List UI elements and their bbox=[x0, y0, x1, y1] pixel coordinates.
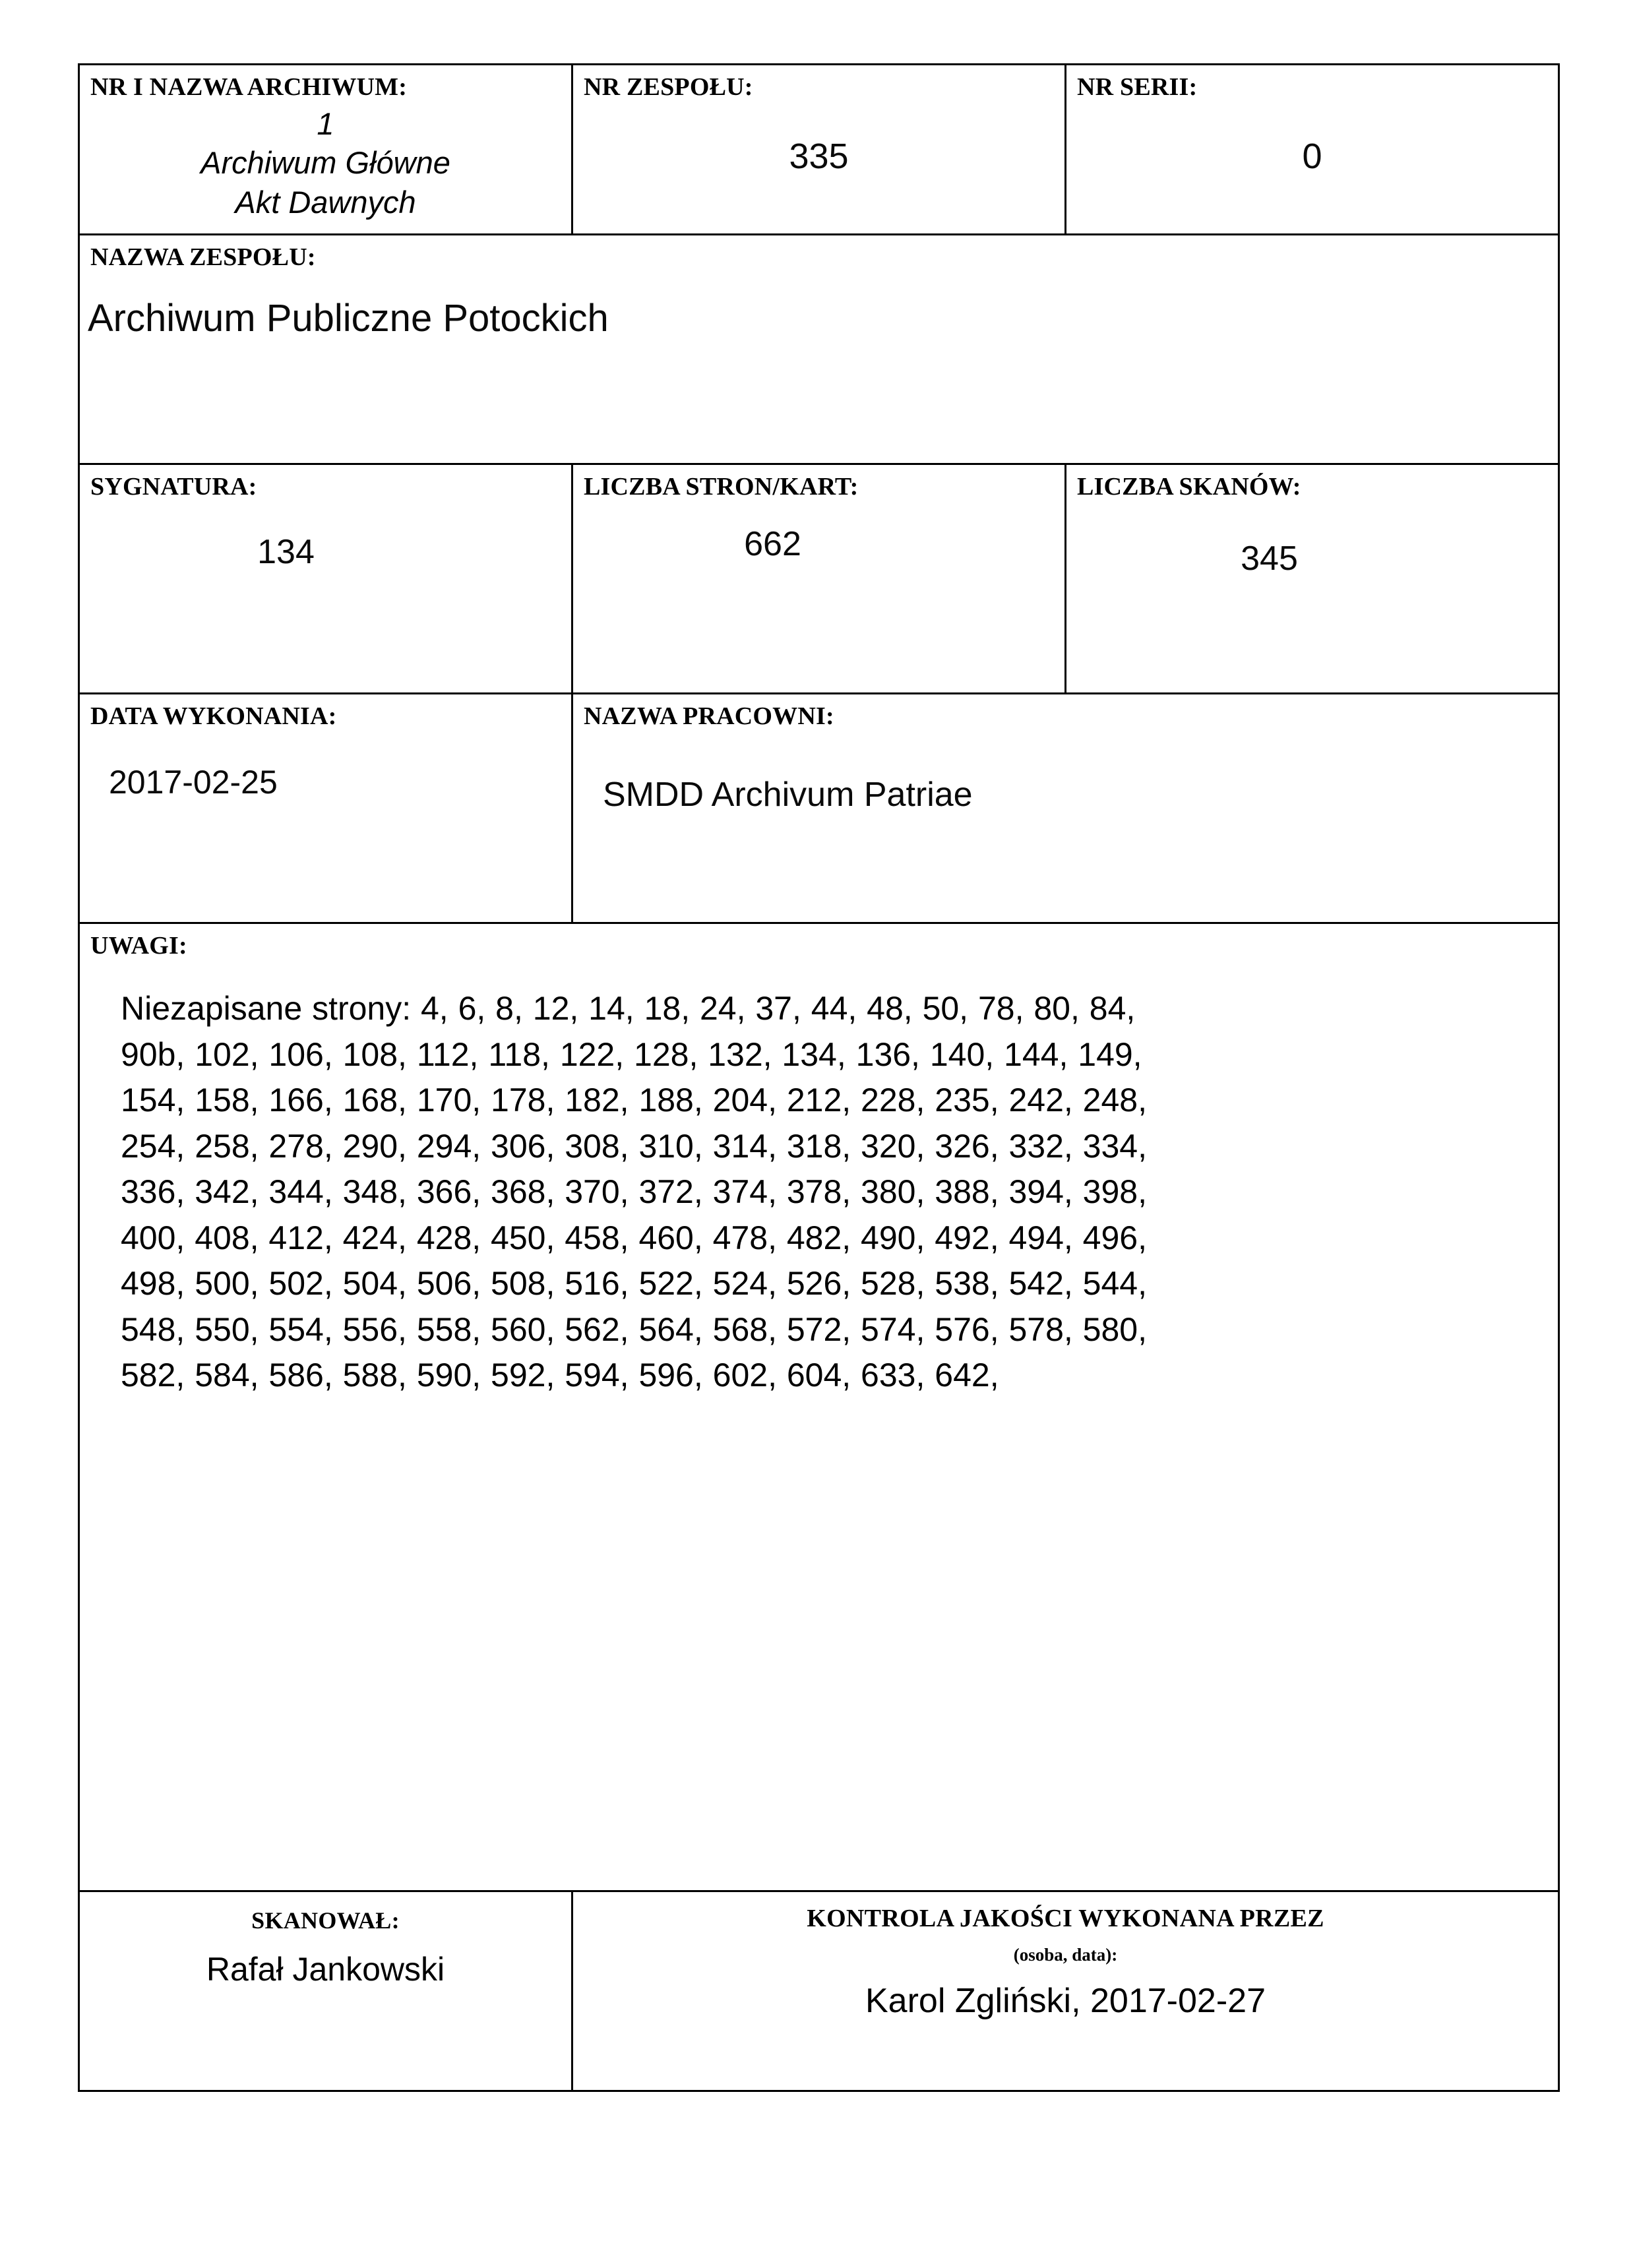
series-number-label: NR SERII: bbox=[1077, 73, 1198, 101]
scan-count-label: LICZBA SKANÓW: bbox=[1077, 473, 1301, 501]
notes-line: 154, 158, 166, 168, 170, 178, 182, 188, 204, 212, 228, 235, 242, 248, bbox=[121, 1082, 1147, 1119]
notes-body bbox=[121, 986, 1541, 1399]
notes-line: 90b, 102, 106, 108, 112, 118, 122, 128, 132, 134, 136, 140, 144, 149, bbox=[121, 1035, 1142, 1073]
table-row-notes bbox=[79, 923, 1559, 1891]
cell-scanned-by bbox=[79, 1891, 572, 2091]
quality-control-label: KONTROLA JAKOŚCI WYKONANA PRZEZ bbox=[807, 1905, 1324, 1932]
scanned-by-label: SKANOWAŁ: bbox=[251, 1907, 400, 1934]
cell-signature bbox=[79, 464, 572, 694]
cell-page-count bbox=[572, 464, 1066, 694]
execution-date-value: 2017-02-25 bbox=[109, 764, 278, 801]
page-count-value: 662 bbox=[744, 525, 801, 563]
cell-notes bbox=[79, 923, 1559, 1891]
table-row-fonds-name bbox=[79, 235, 1559, 464]
cell-archive-name bbox=[79, 65, 572, 235]
metadata-form-table bbox=[78, 63, 1560, 2092]
signature-value: 134 bbox=[257, 533, 315, 571]
series-number-value: 0 bbox=[1302, 137, 1322, 176]
notes-line: 336, 342, 344, 348, 366, 368, 370, 372, 374, 378, 380, 388, 394, 398, bbox=[121, 1173, 1147, 1210]
notes-line: 498, 500, 502, 504, 506, 508, 516, 522, 524, 526, 528, 538, 542, 544, bbox=[121, 1265, 1147, 1302]
page-count-label: LICZBA STRON/KART: bbox=[584, 473, 859, 501]
archive-number-value: 1 bbox=[317, 106, 334, 141]
quality-control-sublabel: (osoba, data): bbox=[1013, 1945, 1118, 1965]
table-row-signoff bbox=[79, 1891, 1559, 2091]
fonds-number-label: NR ZESPOŁU: bbox=[584, 73, 753, 101]
notes-line: 548, 550, 554, 556, 558, 560, 562, 564, 568, 572, 574, 576, 578, 580, bbox=[121, 1310, 1147, 1348]
quality-control-value: Karol Zgliński, 2017-02-27 bbox=[865, 1982, 1266, 2020]
execution-date-label: DATA WYKONANIA: bbox=[90, 702, 337, 730]
fonds-name-value: Archiwum Publiczne Potockich bbox=[88, 297, 609, 340]
signature-label: SYGNATURA: bbox=[90, 473, 257, 501]
table-row-archive bbox=[79, 65, 1559, 235]
cell-series-number bbox=[1066, 65, 1559, 235]
notes-label: UWAGI: bbox=[90, 932, 187, 960]
notes-line: 254, 258, 278, 290, 294, 306, 308, 310, 314, 318, 320, 326, 332, 334, bbox=[121, 1127, 1147, 1165]
notes-line: 582, 584, 586, 588, 590, 592, 594, 596, 602, 604, 633, 642, bbox=[121, 1357, 999, 1394]
scan-count-value: 345 bbox=[1241, 539, 1298, 578]
cell-execution-date bbox=[79, 694, 572, 923]
notes-line: Niezapisane strony: 4, 6, 8, 12, 14, 18, 24, 37, 44, 48, 50, 78, 80, 84, bbox=[121, 990, 1136, 1027]
fonds-number-value: 335 bbox=[789, 137, 849, 176]
archive-label: NR I NAZWA ARCHIWUM: bbox=[90, 73, 408, 101]
fonds-name-label: NAZWA ZESPOŁU: bbox=[90, 243, 316, 271]
archive-name-line2: Akt Dawnych bbox=[235, 184, 416, 220]
cell-scan-count bbox=[1066, 464, 1559, 694]
table-row-execution bbox=[79, 694, 1559, 923]
workshop-label: NAZWA PRACOWNI: bbox=[584, 702, 834, 730]
cell-fonds-number bbox=[572, 65, 1066, 235]
cell-quality-control bbox=[572, 1891, 1559, 2091]
scanned-by-value: Rafał Jankowski bbox=[206, 1951, 445, 1988]
archive-name-line1: Archiwum Główne bbox=[201, 145, 450, 181]
cell-workshop bbox=[572, 694, 1559, 923]
notes-line: 400, 408, 412, 424, 428, 450, 458, 460, 478, 482, 490, 492, 494, 496, bbox=[121, 1219, 1147, 1256]
workshop-value: SMDD Archivum Patriae bbox=[603, 776, 973, 814]
table-row-counts bbox=[79, 464, 1559, 694]
cell-fonds-name bbox=[79, 235, 1559, 464]
